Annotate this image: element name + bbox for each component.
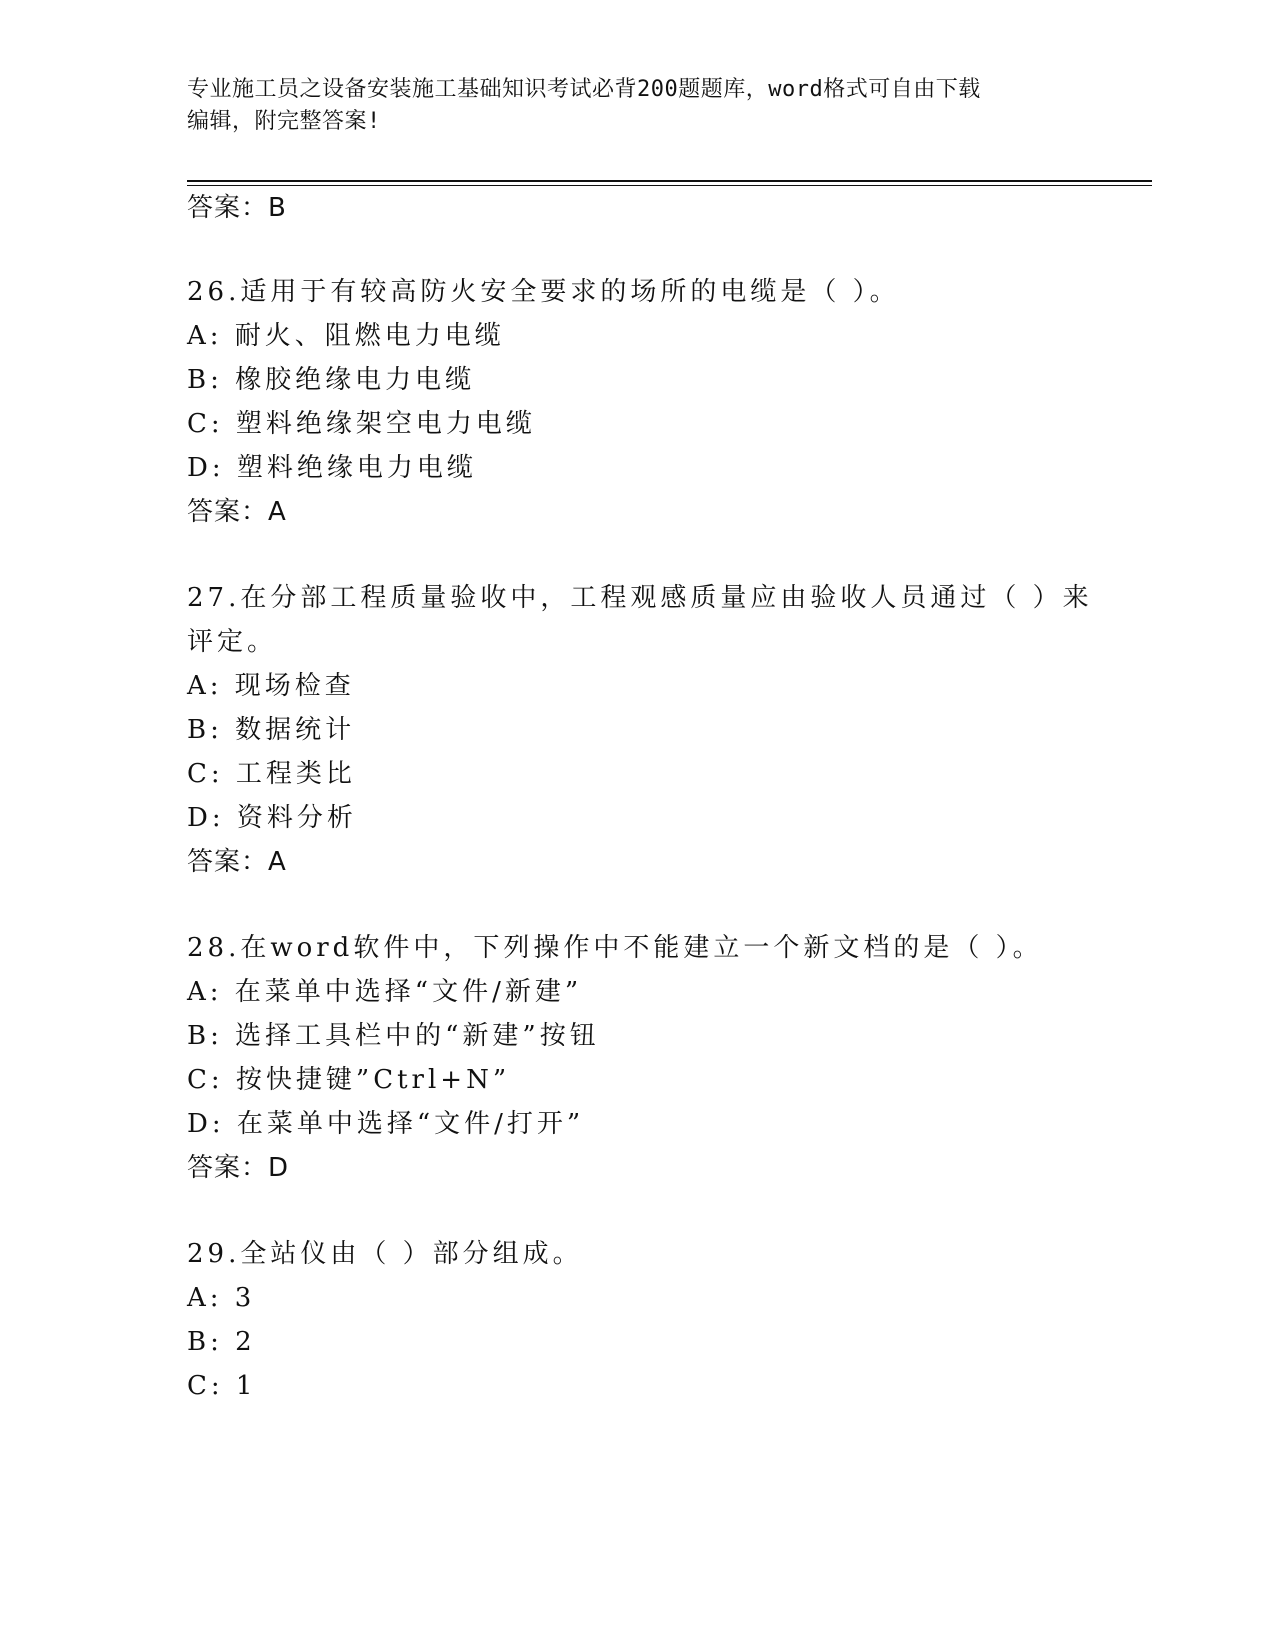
question-29-stem: 29.全站仪由（ ）部分组成。 <box>187 1239 583 1269</box>
question-28-option-b: B: 选择工具栏中的“新建”按钮 <box>187 1021 600 1051</box>
question-27-option-c: C: 工程类比 <box>187 759 356 789</box>
question-28-stem: 28.在word软件中，下列操作中不能建立一个新文档的是（ ）。 <box>187 933 1043 963</box>
question-26-stem: 26.适用于有较高防火安全要求的场所的电缆是（ ）。 <box>187 277 900 307</box>
question-29-option-a: A: 3 <box>187 1283 256 1313</box>
question-28-option-d: D: 在菜单中选择“文件/打开” <box>187 1109 585 1139</box>
answer-previous: 答案：B <box>187 193 287 223</box>
question-27-option-b: B: 数据统计 <box>187 715 356 745</box>
question-27-stem-line-1: 27.在分部工程质量验收中，工程观感质量应由验收人员通过（ ）来 <box>187 583 1093 613</box>
question-26-option-d: D: 塑料绝缘电力电缆 <box>187 453 477 483</box>
question-26-answer: 答案：A <box>187 497 287 527</box>
question-29-option-b: B: 2 <box>187 1327 256 1357</box>
question-29-option-c: C: 1 <box>187 1371 257 1401</box>
header-line-1: 专业施工员之设备安装施工基础知识考试必背200题题库，word格式可自由下载 <box>187 77 981 102</box>
question-26-option-a: A: 耐火、阻燃电力电缆 <box>187 321 505 351</box>
header-line-2: 编辑，附完整答案! <box>187 109 381 134</box>
question-26-option-b: B: 橡胶绝缘电力电缆 <box>187 365 476 395</box>
question-26-option-c: C: 塑料绝缘架空电力电缆 <box>187 409 536 439</box>
question-27-option-d: D: 资料分析 <box>187 803 357 833</box>
header-rule-thin <box>187 185 1152 186</box>
question-27-stem-line-2: 评定。 <box>187 627 278 657</box>
question-27-answer: 答案：A <box>187 847 287 877</box>
question-28-answer: 答案：D <box>187 1153 290 1183</box>
header-rule-thick <box>187 180 1152 182</box>
question-28-option-c: C: 按快捷键”Ctrl+N” <box>187 1065 511 1095</box>
document-header <box>187 74 1067 138</box>
question-28-option-a: A: 在菜单中选择“文件/新建” <box>187 977 583 1007</box>
question-27-option-a: A: 现场检查 <box>187 671 355 701</box>
